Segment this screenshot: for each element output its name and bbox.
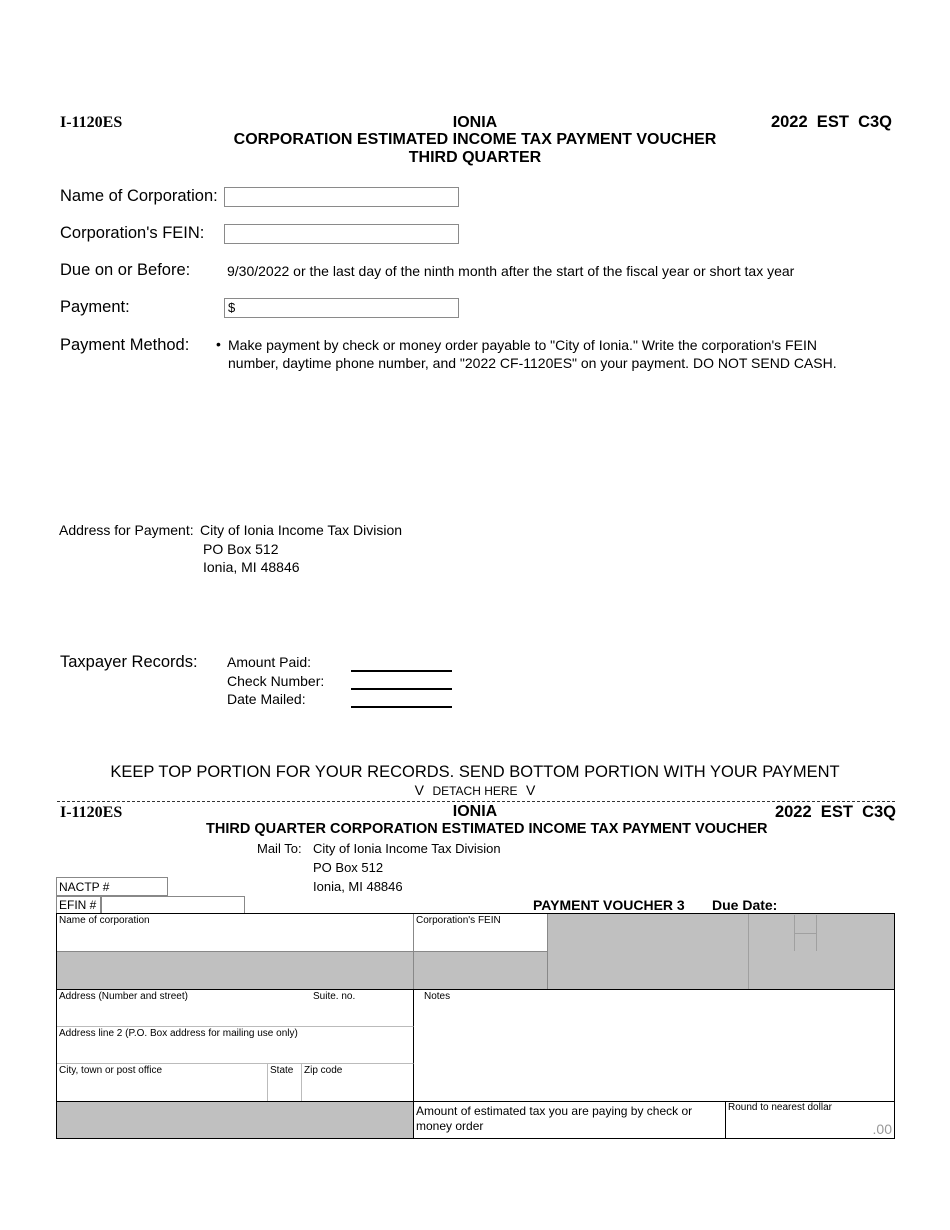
address-line-1: City of Ionia Income Tax Division: [200, 522, 403, 538]
amount-description: Amount of estimated tax you are paying by check or money order: [414, 1102, 726, 1138]
name-of-corporation-field[interactable]: Name of corporation: [57, 914, 414, 952]
shaded-cell: [548, 952, 749, 990]
method-line-2: number, daytime phone number, and "2022 CF-1120ES" on your payment. DO NOT SEND CASH.: [228, 355, 837, 371]
cents-suffix: .00: [872, 1121, 892, 1137]
detach-text: DETACH HERE: [432, 784, 518, 798]
shaded-divider: [794, 933, 817, 934]
voucher-code: 2022 EST C3Q: [774, 803, 896, 821]
dollar-sign: $: [228, 300, 236, 315]
form-id: I-1120ES: [60, 114, 123, 131]
amount-field[interactable]: Round to nearest dollar .00: [728, 1102, 892, 1137]
mail-to-label: Mail To:: [257, 841, 302, 856]
efin-field[interactable]: [101, 896, 245, 914]
check-number-label: Check Number:: [227, 673, 325, 689]
address-street-field[interactable]: Address (Number and street) Suite. no.: [57, 990, 414, 1027]
address-label: Address for Payment:: [59, 522, 194, 538]
form-title: CORPORATION ESTIMATED INCOME TAX PAYMENT VOUCHER: [233, 131, 717, 148]
check-number-line[interactable]: [351, 688, 452, 690]
due-label: Due on or Before:: [60, 261, 191, 279]
date-mailed-line[interactable]: [351, 706, 452, 708]
nactp-field[interactable]: NACTP #: [56, 877, 168, 896]
corporation-name-field[interactable]: [224, 187, 459, 207]
keep-instruction: KEEP TOP PORTION FOR YOUR RECORDS. SEND BOTTOM PORTION WITH YOUR PAYMENT: [110, 763, 840, 781]
amount-paid-line[interactable]: [351, 670, 452, 672]
bullet-icon: •: [216, 336, 221, 352]
shaded-cell: [749, 914, 894, 952]
shaded-cell: [749, 952, 894, 990]
shaded-cell: [57, 952, 414, 990]
efin-label-cell: EFIN #: [56, 896, 101, 914]
city-title: IONIA: [452, 114, 498, 131]
fein-label: Corporation's FEIN:: [60, 224, 205, 242]
quarter-title: THIRD QUARTER: [408, 149, 542, 166]
mail-line-2: PO Box 512: [313, 860, 384, 875]
amount-paid-label: Amount Paid:: [227, 654, 312, 670]
mail-line-1: City of Ionia Income Tax Division: [313, 841, 501, 856]
method-line-1: Make payment by check or money order payable to "City of Ionia." Write the corporation's FEIN: [228, 337, 817, 353]
detach-here: [0, 782, 950, 800]
zip-field[interactable]: Zip code: [302, 1064, 414, 1101]
mail-line-3: Ionia, MI 48846: [313, 879, 403, 894]
form-code: 2022 EST C3Q: [770, 113, 892, 131]
method-label: Payment Method:: [60, 336, 190, 354]
payment-label: Payment:: [60, 298, 130, 316]
payment-voucher-label: PAYMENT VOUCHER 3: [533, 897, 685, 913]
city-field[interactable]: City, town or post office: [57, 1064, 268, 1101]
corporation-fein-field[interactable]: [224, 224, 459, 244]
address-line-2-field[interactable]: Address line 2 (P.O. Box address for mailing use only): [57, 1027, 414, 1064]
voucher-form-id: I-1120ES: [60, 804, 123, 821]
address-line-2: PO Box 512: [203, 541, 279, 557]
detach-arrow-left-icon: V: [414, 782, 424, 798]
due-text: 9/30/2022 or the last day of the ninth month after the start of the fiscal year or short tax year: [227, 263, 795, 279]
shaded-cell: [57, 1102, 414, 1138]
shaded-cell: [414, 952, 548, 990]
notes-field[interactable]: Notes: [424, 991, 451, 1002]
name-label: Name of Corporation:: [60, 187, 218, 205]
records-label: Taxpayer Records:: [60, 653, 198, 671]
date-mailed-label: Date Mailed:: [227, 691, 306, 707]
corp-fein-field[interactable]: Corporation's FEIN: [414, 914, 548, 952]
voucher-city: IONIA: [452, 803, 498, 820]
shaded-cell: [548, 914, 749, 952]
detach-line: [57, 801, 895, 802]
voucher-title: THIRD QUARTER CORPORATION ESTIMATED INCOME TAX PAYMENT VOUCHER: [206, 821, 768, 837]
detach-arrow-right-icon: V: [526, 782, 536, 798]
state-field[interactable]: State: [268, 1064, 302, 1101]
payment-field[interactable]: [224, 298, 459, 318]
address-line-3: Ionia, MI 48846: [203, 559, 300, 575]
due-date-label: Due Date:: [712, 897, 778, 913]
